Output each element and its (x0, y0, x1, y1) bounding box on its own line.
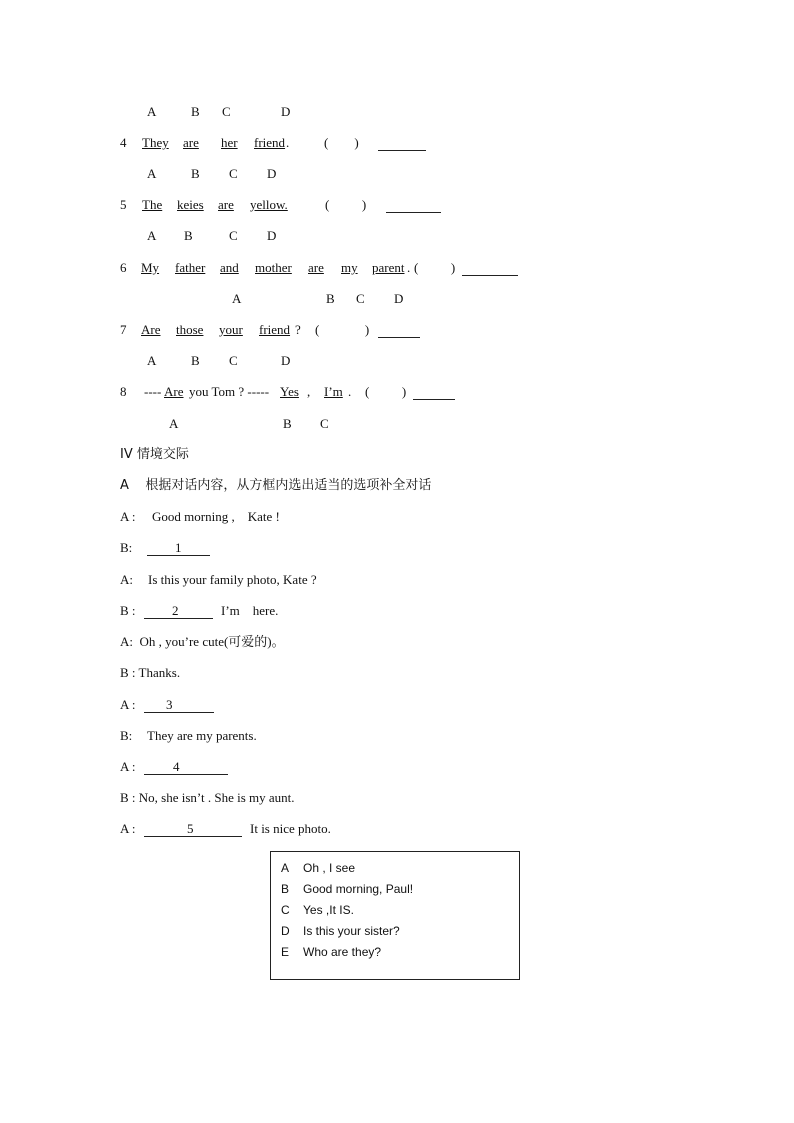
underlined-word: and (220, 260, 239, 275)
underlined-word: are (218, 197, 234, 212)
option-letter: A (147, 353, 157, 368)
option-letter: B (326, 291, 335, 306)
option-text: Is this your sister? (303, 924, 400, 938)
question-number: 8 (120, 384, 127, 399)
option-letter: B (191, 104, 200, 119)
option-text: Good morning, Paul! (303, 882, 414, 896)
answer-parentheses: ( ) (414, 260, 456, 275)
speaker-label: A : (120, 509, 136, 524)
option-letter: C (281, 903, 290, 917)
question-number: 4 (120, 135, 127, 150)
answer-blank[interactable] (144, 618, 213, 619)
question-number: 5 (120, 197, 127, 212)
dash-prefix: ---- (144, 384, 162, 399)
underlined-word: are (183, 135, 199, 150)
option-text: Who are they? (303, 945, 382, 959)
option-letter: C (356, 291, 365, 306)
dialogue-line: It is nice photo. (250, 821, 331, 836)
option-letter: B (184, 228, 193, 243)
dialogue-line: I’m here. (221, 603, 279, 618)
answer-parentheses: ( ) (324, 135, 359, 150)
option-letter: A (147, 166, 157, 181)
question-number: 6 (120, 260, 127, 275)
question-text: you Tom ? ----- (189, 384, 270, 399)
underlined-word: yellow. (250, 197, 288, 212)
option-letter: B (191, 166, 200, 181)
option-letter: A (232, 291, 242, 306)
answer-blank[interactable] (462, 275, 518, 276)
punctuation: ? (295, 322, 301, 337)
option-letter: D (281, 924, 290, 938)
underlined-word: My (141, 260, 160, 275)
answer-blank[interactable] (378, 337, 420, 338)
answer-parentheses: ( ) (365, 384, 407, 399)
option-letter: D (281, 353, 291, 368)
option-letter: B (283, 416, 292, 431)
question-number: 7 (120, 322, 127, 337)
underlined-word: They (142, 135, 169, 150)
option-letter: A (281, 861, 290, 875)
dialogue-line: Is this your family photo, Kate ? (148, 572, 317, 587)
blank-number: 1 (175, 540, 182, 555)
dialogue-line: B : No, she isn’t . She is my aunt. (120, 790, 295, 805)
option-letter: C (222, 104, 231, 119)
underlined-word: friend (254, 135, 286, 150)
speaker-label: A : (120, 697, 136, 712)
underlined-word: I’m (324, 384, 343, 399)
underlined-word: your (219, 322, 243, 337)
option-letter: D (267, 228, 277, 243)
punctuation: , (307, 384, 311, 399)
dialogue-line: B : Thanks. (120, 665, 181, 680)
speaker-label: A : (120, 821, 136, 836)
answer-parentheses: ( ) (315, 322, 370, 337)
option-letter: A (147, 104, 157, 119)
option-letter: D (394, 291, 404, 306)
option-letter: A (169, 416, 179, 431)
dialogue-line: They are my parents. (147, 728, 257, 743)
speaker-label: B : (120, 603, 136, 618)
underlined-word: Yes (280, 384, 299, 399)
option-letter: C (320, 416, 329, 431)
answer-blank[interactable] (413, 399, 455, 400)
underlined-word: her (221, 135, 238, 150)
option-letter: B (191, 353, 200, 368)
answer-blank[interactable] (378, 150, 426, 151)
underlined-word: parent (372, 260, 405, 275)
underlined-word: my (341, 260, 358, 275)
answer-blank[interactable] (386, 212, 441, 213)
answer-parentheses: ( ) (325, 197, 367, 212)
underlined-word: Are (164, 384, 184, 399)
section-instruction: A 根据对话内容，从方框内选出适当的选项补全对话 (120, 478, 432, 493)
option-letter: C (229, 228, 238, 243)
speaker-label: A : (120, 759, 136, 774)
section-title: IV 情境交际 (120, 447, 189, 462)
option-letter: A (147, 228, 157, 243)
punctuation: . (348, 384, 352, 399)
dialogue-line: Good morning , Kate ! (152, 509, 280, 524)
underlined-word: those (176, 322, 204, 337)
option-letter: C (229, 166, 238, 181)
dialogue-line: A: Oh , you’re cute(可爱的)。 (120, 634, 285, 649)
option-letter: C (229, 353, 238, 368)
blank-number: 2 (172, 603, 179, 618)
punctuation: . (407, 260, 411, 275)
underlined-word: mother (255, 260, 292, 275)
option-text: Oh , I see (303, 861, 356, 875)
underlined-word: are (308, 260, 324, 275)
speaker-label: B: (120, 540, 133, 555)
option-letter: B (281, 882, 290, 896)
option-letter: E (281, 945, 290, 959)
answer-blank[interactable] (144, 712, 214, 713)
blank-number: 3 (166, 697, 173, 712)
punctuation: . (286, 135, 290, 150)
blank-number: 5 (187, 821, 194, 836)
underlined-word: Are (141, 322, 161, 337)
answer-blank[interactable] (144, 774, 228, 775)
speaker-label: A: (120, 572, 133, 587)
underlined-word: father (175, 260, 206, 275)
option-letter: D (281, 104, 291, 119)
option-letter: D (267, 166, 277, 181)
options-box (270, 851, 520, 980)
option-text: Yes ,It IS. (303, 903, 354, 917)
blank-number: 4 (173, 759, 180, 774)
speaker-label: B: (120, 728, 133, 743)
underlined-word: friend (259, 322, 291, 337)
underlined-word: keies (177, 197, 204, 212)
underlined-word: The (142, 197, 163, 212)
